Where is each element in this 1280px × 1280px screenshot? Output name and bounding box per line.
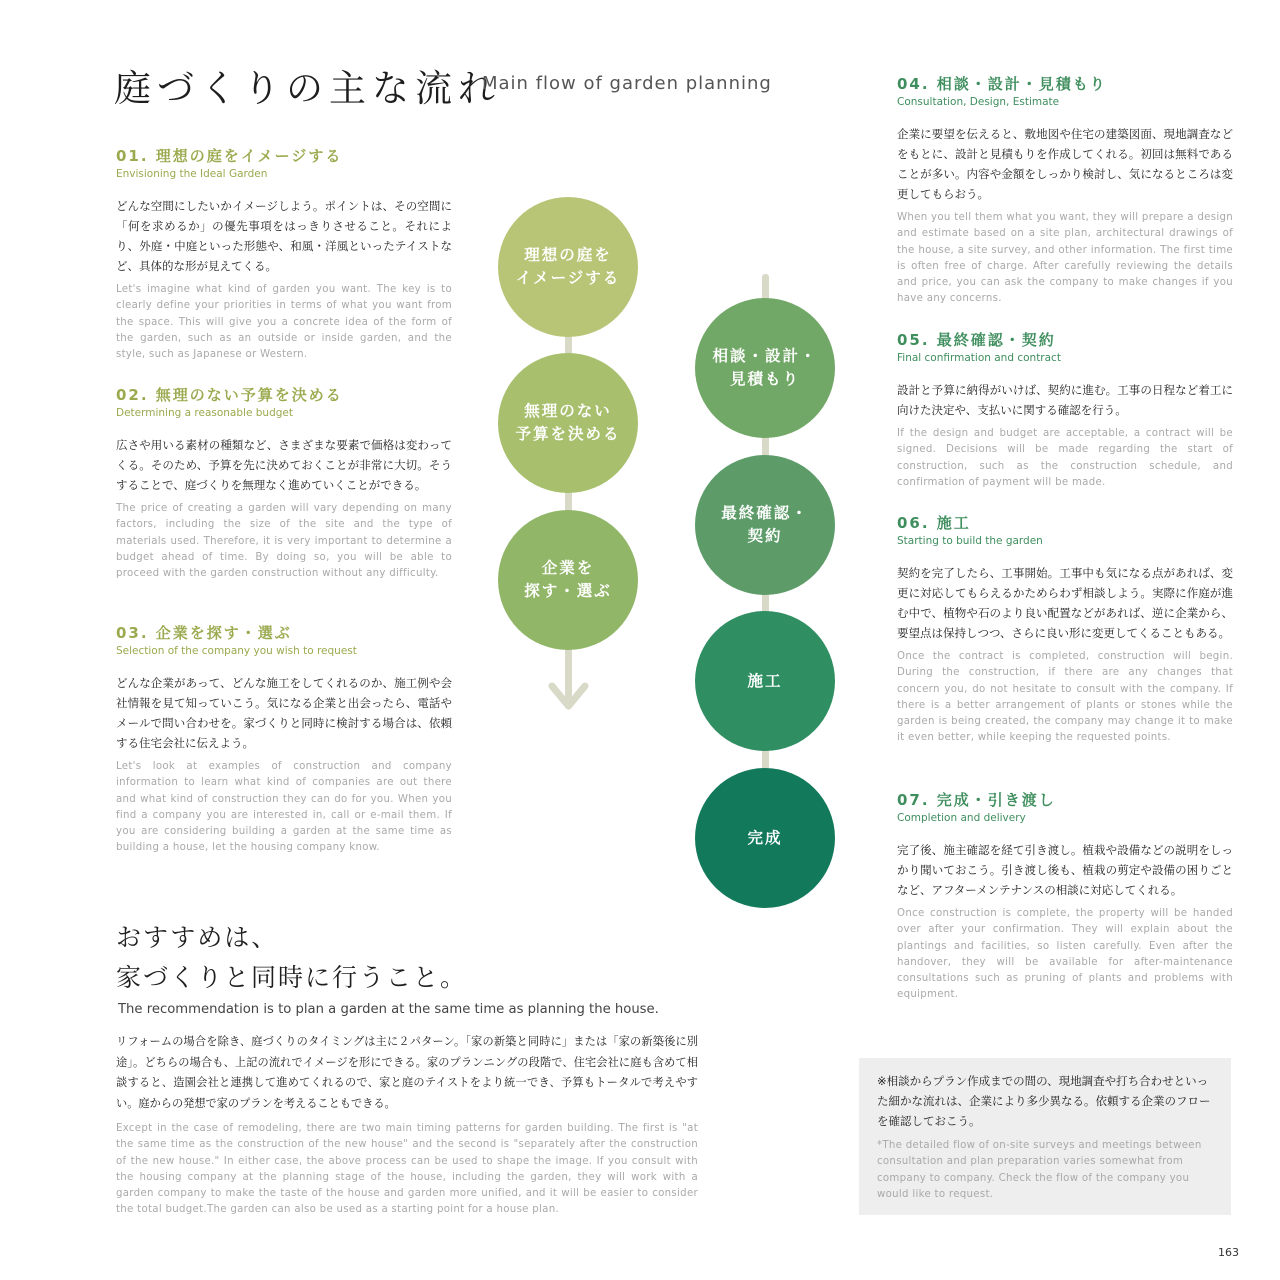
- flow-circle-step-02: 無理のない 予算を決める: [498, 353, 638, 493]
- step-subtitle: Consultation, Design, Estimate: [897, 96, 1060, 108]
- step-body-en: The price of creating a garden will vary depending on many factors, including the size of the site and the type of materials used. Therefore, it is very important to determine a budget ahead of time. By doing so, you will be able to proceed with the garden construction without any difficulty.: [116, 503, 452, 580]
- step-body-jp: 契約を完了したら、工事開始。工事中も気になる点があれば、変更に対応してもらえるかためらわず相談しよう。実際に作庭が進む中で、植物や石のより良い配置などがあれば、逆に企業から、要望点は保持しつつ、さらに良い形に変更してくることもある。: [897, 566, 1233, 640]
- step-body-en: If the design and budget are acceptable, a contract will be signed. Decisions will be made regarding the start of construction, such as the construction schedule, and confirmation of payment will be made.: [897, 428, 1233, 488]
- flow-circle-step-04: 相談・設計・ 見積もり: [695, 298, 835, 438]
- step-subtitle: Final confirmation and contract: [897, 352, 1061, 364]
- note-body-jp: ※相談からプラン作成までの間の、現地調査や打ち合わせといった細かな流れは、企業により多少異なる。依頼する企業のフローを確認しておこう。: [877, 1074, 1211, 1128]
- left-flow-arrow-icon: [548, 680, 589, 714]
- step-body-jp: 広さや用いる素材の種類など、さまざまな要素で価格は変わってくる。そのため、予算を先に決めておくことが非常に大切。そうすることで、庭づくりを無理なく進めていくことができる。: [116, 438, 452, 492]
- step-heading: 01. 理想の庭をイメージする: [116, 147, 343, 165]
- step-subtitle: Selection of the company you wish to request: [116, 645, 357, 657]
- step-01-section: [116, 145, 452, 363]
- step-07-section: [897, 789, 1233, 1004]
- page-number: 163: [1218, 1246, 1239, 1259]
- step-subtitle: Envisioning the Ideal Garden: [116, 168, 268, 180]
- note-box: [859, 1058, 1231, 1215]
- flow-circle-step-01: 理想の庭を イメージする: [498, 197, 638, 337]
- step-05-section: [897, 329, 1233, 491]
- page-subtitle: Main flow of garden planning: [482, 73, 772, 94]
- note-body-en: *The detailed flow of on-site surveys and meetings between consultation and plan preparation varies somewhat from company to company. Check the flow of the company you would like to request.: [877, 1140, 1202, 1200]
- flow-circle-step-05: 最終確認・ 契約: [695, 455, 835, 595]
- step-heading: 03. 企業を探す・選ぶ: [116, 624, 292, 642]
- step-06-section: [897, 512, 1233, 747]
- step-heading: 05. 最終確認・契約: [897, 331, 1056, 349]
- recommendation-subtitle: The recommendation is to plan a garden at the same time as planning the house.: [118, 1002, 659, 1017]
- step-body-jp: どんな空間にしたいかイメージしよう。ポイントは、その空間に「何を求めるか」の優先事項をはっきりさせること。それにより、外庭・中庭といった形態や、和風・洋風といったテイストなど、具体的な形が見えてくる。: [116, 199, 452, 273]
- recommendation-body-jp: リフォームの場合を除き、庭づくりのタイミングは主に２パターン。「家の新築と同時に」または「家の新築後に別途」。どちらの場合も、上記の流れでイメージを形にできる。家のプランニングの段階で、住宅会社に庭も含めて相談すると、造園会社と連携して進めてくれるので、家と庭のテイストをより統一でき、予算もトータルで考えやすい。庭からの発想で家のプランを考えることもできる。: [116, 1035, 698, 1110]
- recommendation-title: おすすめは、 家づくりと同時に行うこと。: [116, 923, 468, 992]
- step-body-jp: 設計と予算に納得がいけば、契約に進む。工事の日程など着工に向けた決定や、支払いに関する確認を行う。: [897, 383, 1233, 417]
- step-subtitle: Completion and delivery: [897, 812, 1026, 824]
- flow-circle-step-07: 完成: [695, 768, 835, 908]
- step-heading: 07. 完成・引き渡し: [897, 791, 1056, 809]
- step-subtitle: Determining a reasonable budget: [116, 407, 293, 419]
- step-heading: 06. 施工: [897, 514, 971, 532]
- step-body-en: Let's look at examples of construction and company information to learn what kind of companies are out there and what kind of construction they can do for you. When you find a company you are interested in, call or e-mail them. If you are considering building a garden at the same time as building a house, let the housing company know.: [116, 761, 452, 854]
- flow-circle-step-03: 企業を 探す・選ぶ: [498, 510, 638, 650]
- flow-circle-step-06: 施工: [695, 611, 835, 751]
- step-heading: 04. 相談・設計・見積もり: [897, 75, 1107, 93]
- step-body-en: Let's imagine what kind of garden you want. The key is to clearly define your priorities in terms of what you want from the space. This will give you a concrete idea of the form of the garden, such as an outside or inside garden, and the style, such as Japanese or Western.: [116, 284, 452, 361]
- step-02-section: [116, 384, 452, 582]
- step-body-jp: どんな企業があって、どんな施工をしてくれるのか、施工例や会社情報を見て知っていこう。気になる企業と出会ったら、電話やメールで問い合わせを。家づくりと同時に検討する場合は、依頼する住宅会社に伝えよう。: [116, 676, 452, 750]
- step-heading: 02. 無理のない予算を決める: [116, 386, 343, 404]
- step-03-section: [116, 622, 452, 857]
- step-subtitle: Starting to build the garden: [897, 535, 1043, 547]
- step-04-section: [897, 73, 1233, 308]
- step-body-en: When you tell them what you want, they will prepare a design and estimate based on a site plan, architectural drawings of the house, a site survey, and other information. The first time is often free of charge. After carefully reviewing the details and price, you can ask the company to make changes if you have any concerns.: [897, 212, 1233, 305]
- step-body-jp: 完了後、施主確認を経て引き渡し。植栽や設備などの説明をしっかり聞いておこう。引き渡し後も、植栽の剪定や設備の困りごとなど、アフターメンテナンスの相談に対応してくれる。: [897, 843, 1233, 897]
- recommendation-body-en: Except in the case of remodeling, there are two main timing patterns for garden building. The first is "at the same time as the construction of the new house" and the second is "separately after the construction of the new house." In either case, the above process can be used to shape the image. If you consult with the housing company at the planning stage of the house, including the garden, they will work with a garden company to make the taste of the house and garden more unified, and it will be easier to consider the total budget.The garden can also be used as a starting point for a house plan.: [116, 1123, 698, 1216]
- step-body-en: Once construction is complete, the property will be handed over after your confirmation. They will explain about the plantings and facilities, so listen carefully. Even after the handover, they will be available for after-maintenance consultations such as pruning of plants and problems with equipment.: [897, 908, 1233, 1001]
- step-body-jp: 企業に要望を伝えると、敷地図や住宅の建築図面、現地調査などをもとに、設計と見積もりを作成してくれる。初回は無料であることが多い。内容や金額をしっかり検討し、気になるところは変更してもらおう。: [897, 127, 1233, 201]
- page-title: 庭づくりの主な流れ: [114, 67, 501, 110]
- step-body-en: Once the contract is completed, construction will begin. During the construction, if there are any changes that concern you, do not hesitate to consult with the company. If there is a better arrangement of plants or stones while the garden is being created, the company may change it to make it even better, while keeping the requested points.: [897, 651, 1233, 744]
